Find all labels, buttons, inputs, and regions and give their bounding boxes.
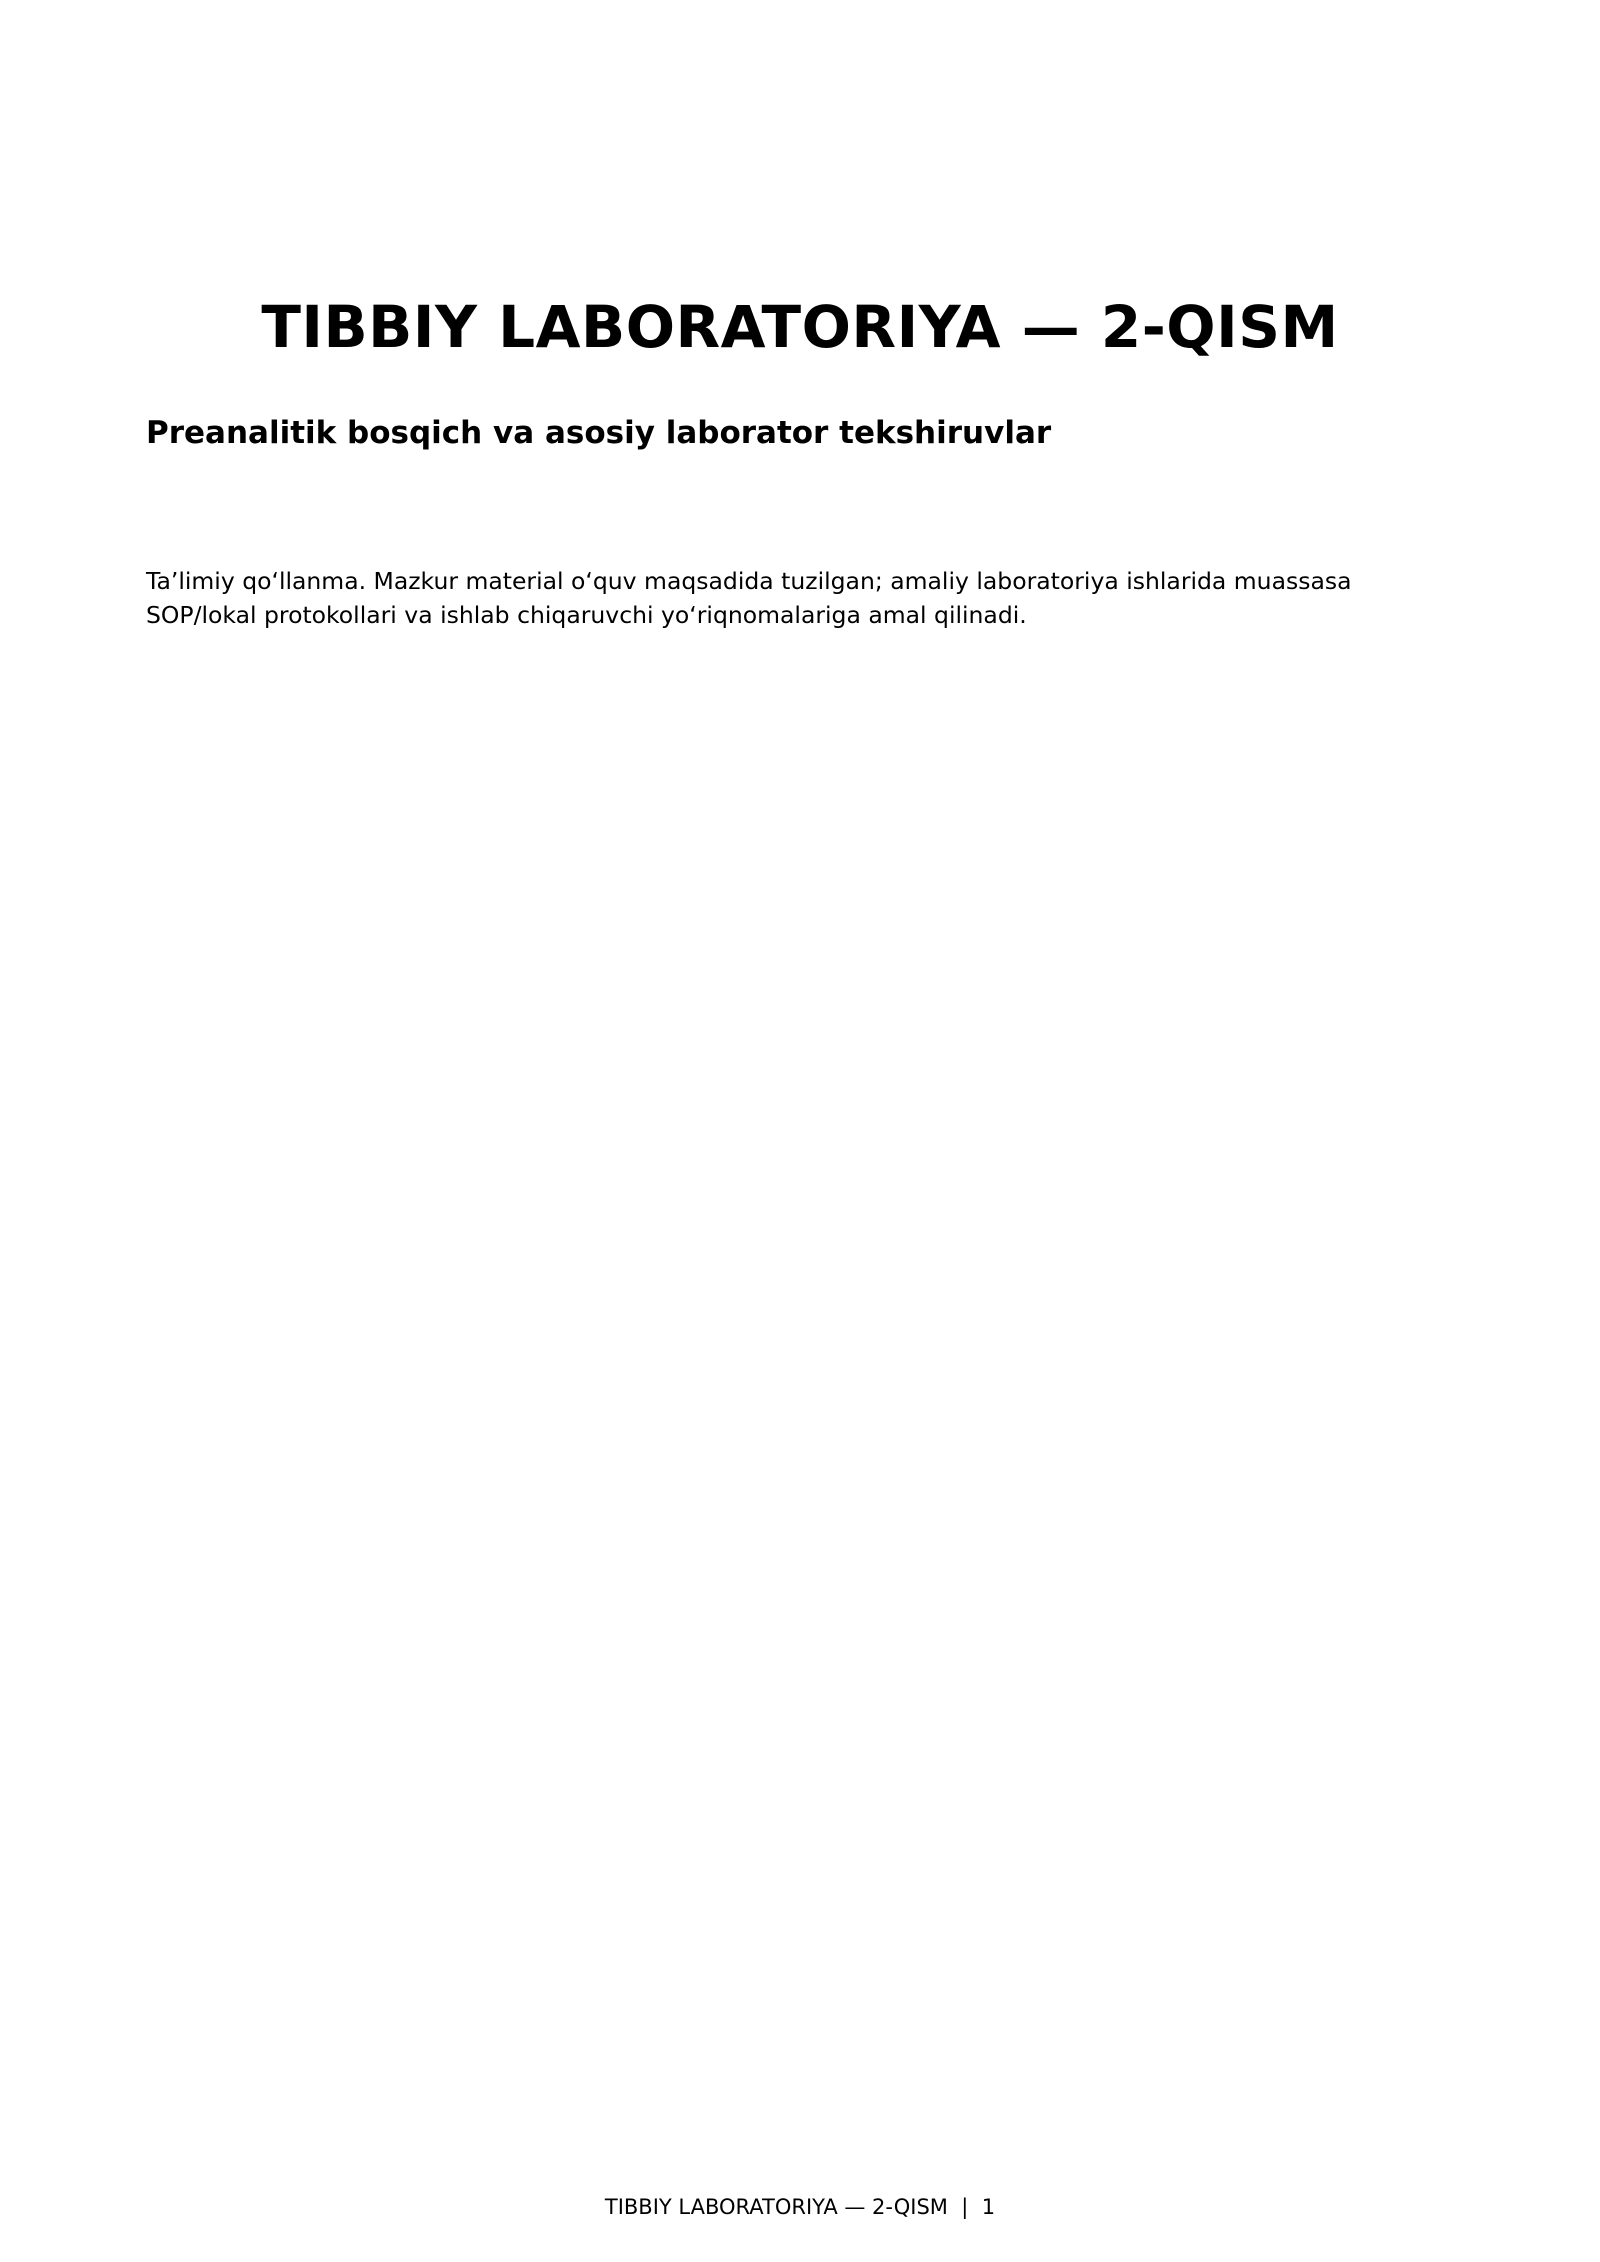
footer-running-title: TIBBIY LABORATORIYA — 2-QISM [604, 2195, 948, 2219]
footer-page-number: 1 [981, 2195, 996, 2219]
page-title: TIBBIY LABORATORIYA — 2-QISM [261, 293, 1339, 361]
page-footer [0, 2192, 1600, 2222]
intro-paragraph: Ta’limiy qo‘llanma. Mazkur material o‘quv maqsadida tuzilgan; amaliy laboratoriya ishlarida muassasa SOP/lokal protokollari va ishlab chiqaruvchi yo‘riqnomalariga amal qilinadi. [146, 567, 1352, 629]
footer-separator: | [961, 2195, 969, 2219]
page-subtitle: Preanalitik bosqich va asosiy laborator tekshiruvlar [146, 415, 1052, 451]
